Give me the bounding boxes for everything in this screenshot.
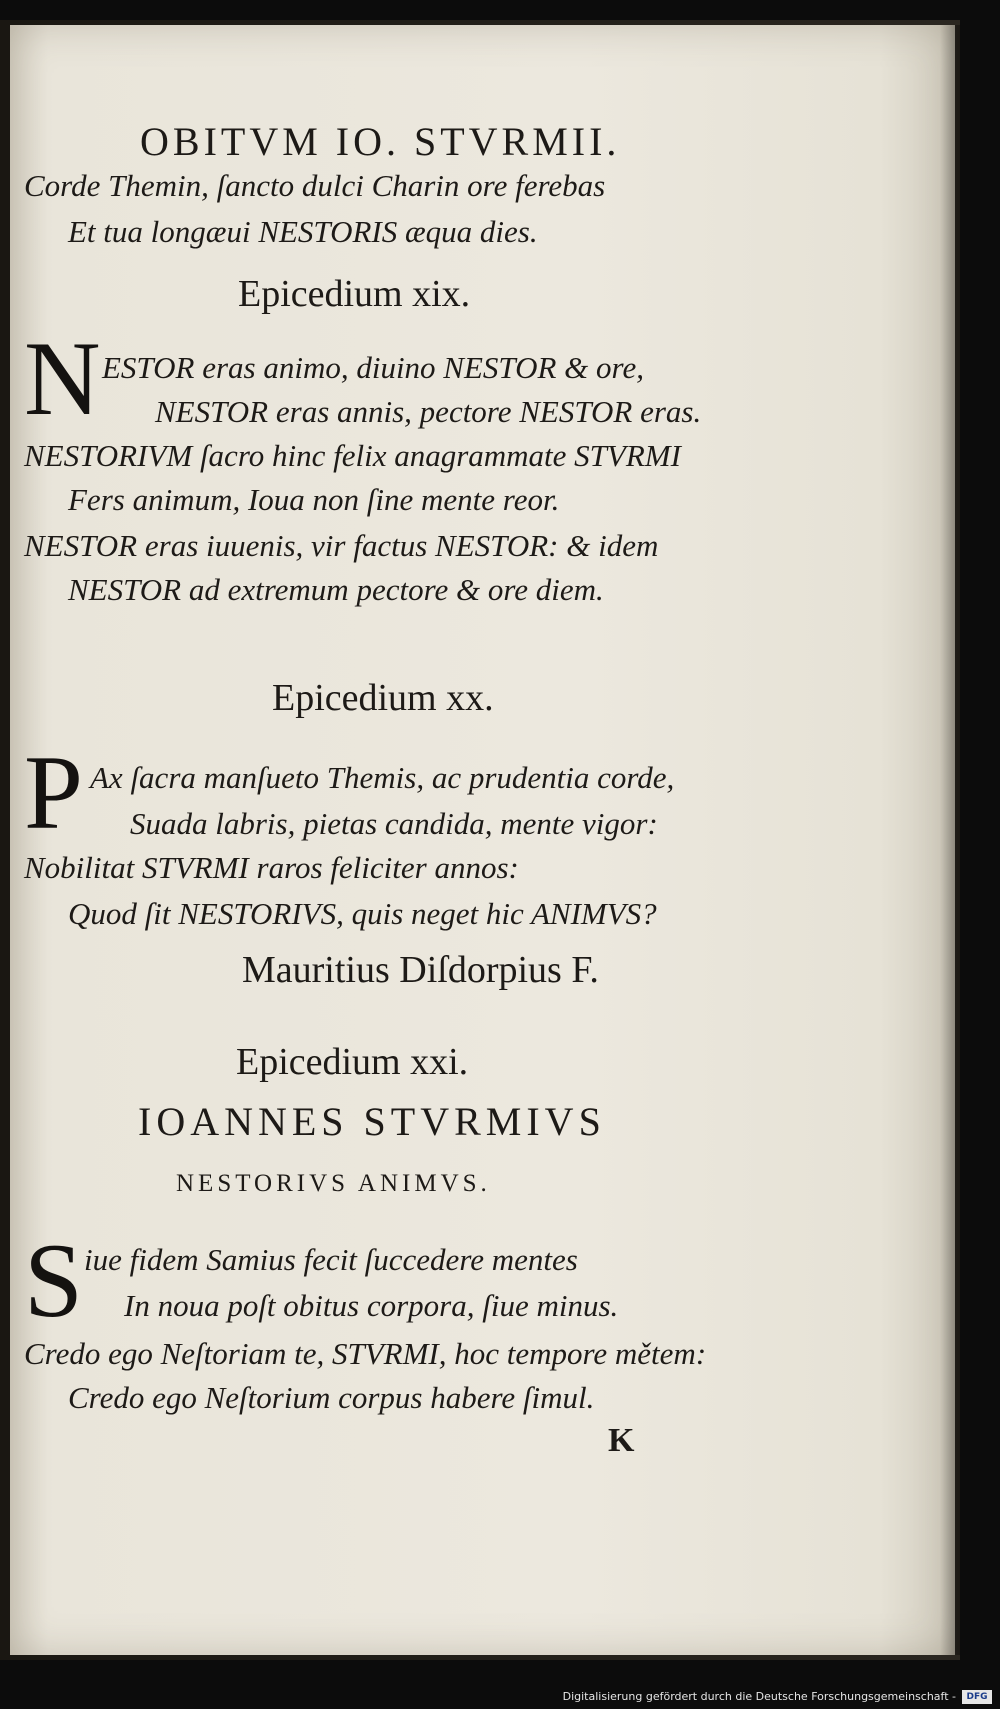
verse-line: Quod ſit NESTORIVS, quis neget hic ANIMVS?: [68, 896, 657, 931]
verse-line: Credo ego Neſtoriam te, STVRMI, hoc tempore mětem:: [24, 1336, 707, 1371]
verse-line: Corde Themin, ſancto dulci Charin ore ferebas: [24, 168, 606, 203]
verse-line: iue fidem Samius fecit ſuccedere mentes: [84, 1242, 578, 1277]
page-gutter-shadow: [940, 25, 960, 1655]
verse-line: NESTORIVM ſacro hinc felix anagrammate STVRMI: [24, 438, 681, 473]
verse-line: Suada labris, pietas candida, mente vigor:: [130, 806, 658, 841]
section-title-epicedium-20: Epicedium xx.: [272, 677, 494, 719]
verse-line: In noua poſt obitus corpora, ſiue minus.: [124, 1288, 619, 1323]
section-title-epicedium-19: Epicedium xix.: [238, 273, 471, 315]
verse-line: Ax ſacra manſueto Themis, ac prudentia corde,: [90, 760, 675, 795]
dfg-logo-icon: DFG: [962, 1690, 992, 1704]
verse-line: ESTOR eras animo, diuino NESTOR & ore,: [102, 350, 644, 385]
running-head: OBITVM IO. STVRMII.: [140, 119, 621, 164]
catchword: K: [608, 1422, 635, 1459]
verse-line: NESTOR ad extremum pectore & ore diem.: [68, 572, 604, 607]
section-title-epicedium-21: Epicedium xxi.: [236, 1041, 469, 1083]
verse-line: Nobilitat STVRMI raros feliciter annos:: [24, 850, 519, 885]
verse-line: NESTOR eras iuuenis, vir factus NESTOR: & idem: [24, 528, 659, 563]
dropcap-p: P: [24, 734, 83, 851]
dropcap-s: S: [24, 1222, 83, 1339]
dropcap-n: N: [24, 320, 101, 437]
anagram-line: NESTORIVS ANIMVS.: [176, 1170, 491, 1197]
verse-line: Et tua longæui NESTORIS æqua dies.: [68, 214, 538, 249]
verse-line: Credo ego Neſtorium corpus habere ſimul.: [68, 1380, 595, 1415]
name-line: IOANNES STVRMIVS: [138, 1099, 606, 1144]
author-signature: Mauritius Diſdorpius F.: [242, 949, 599, 991]
footer-credit: Digitalisierung gefördert durch die Deutsche Forschungsgemeinschaft -: [562, 1690, 956, 1703]
verse-line: Fers animum, Ioua non ſine mente reor.: [68, 482, 560, 517]
verse-line: NESTOR eras annis, pectore NESTOR eras.: [155, 394, 702, 429]
